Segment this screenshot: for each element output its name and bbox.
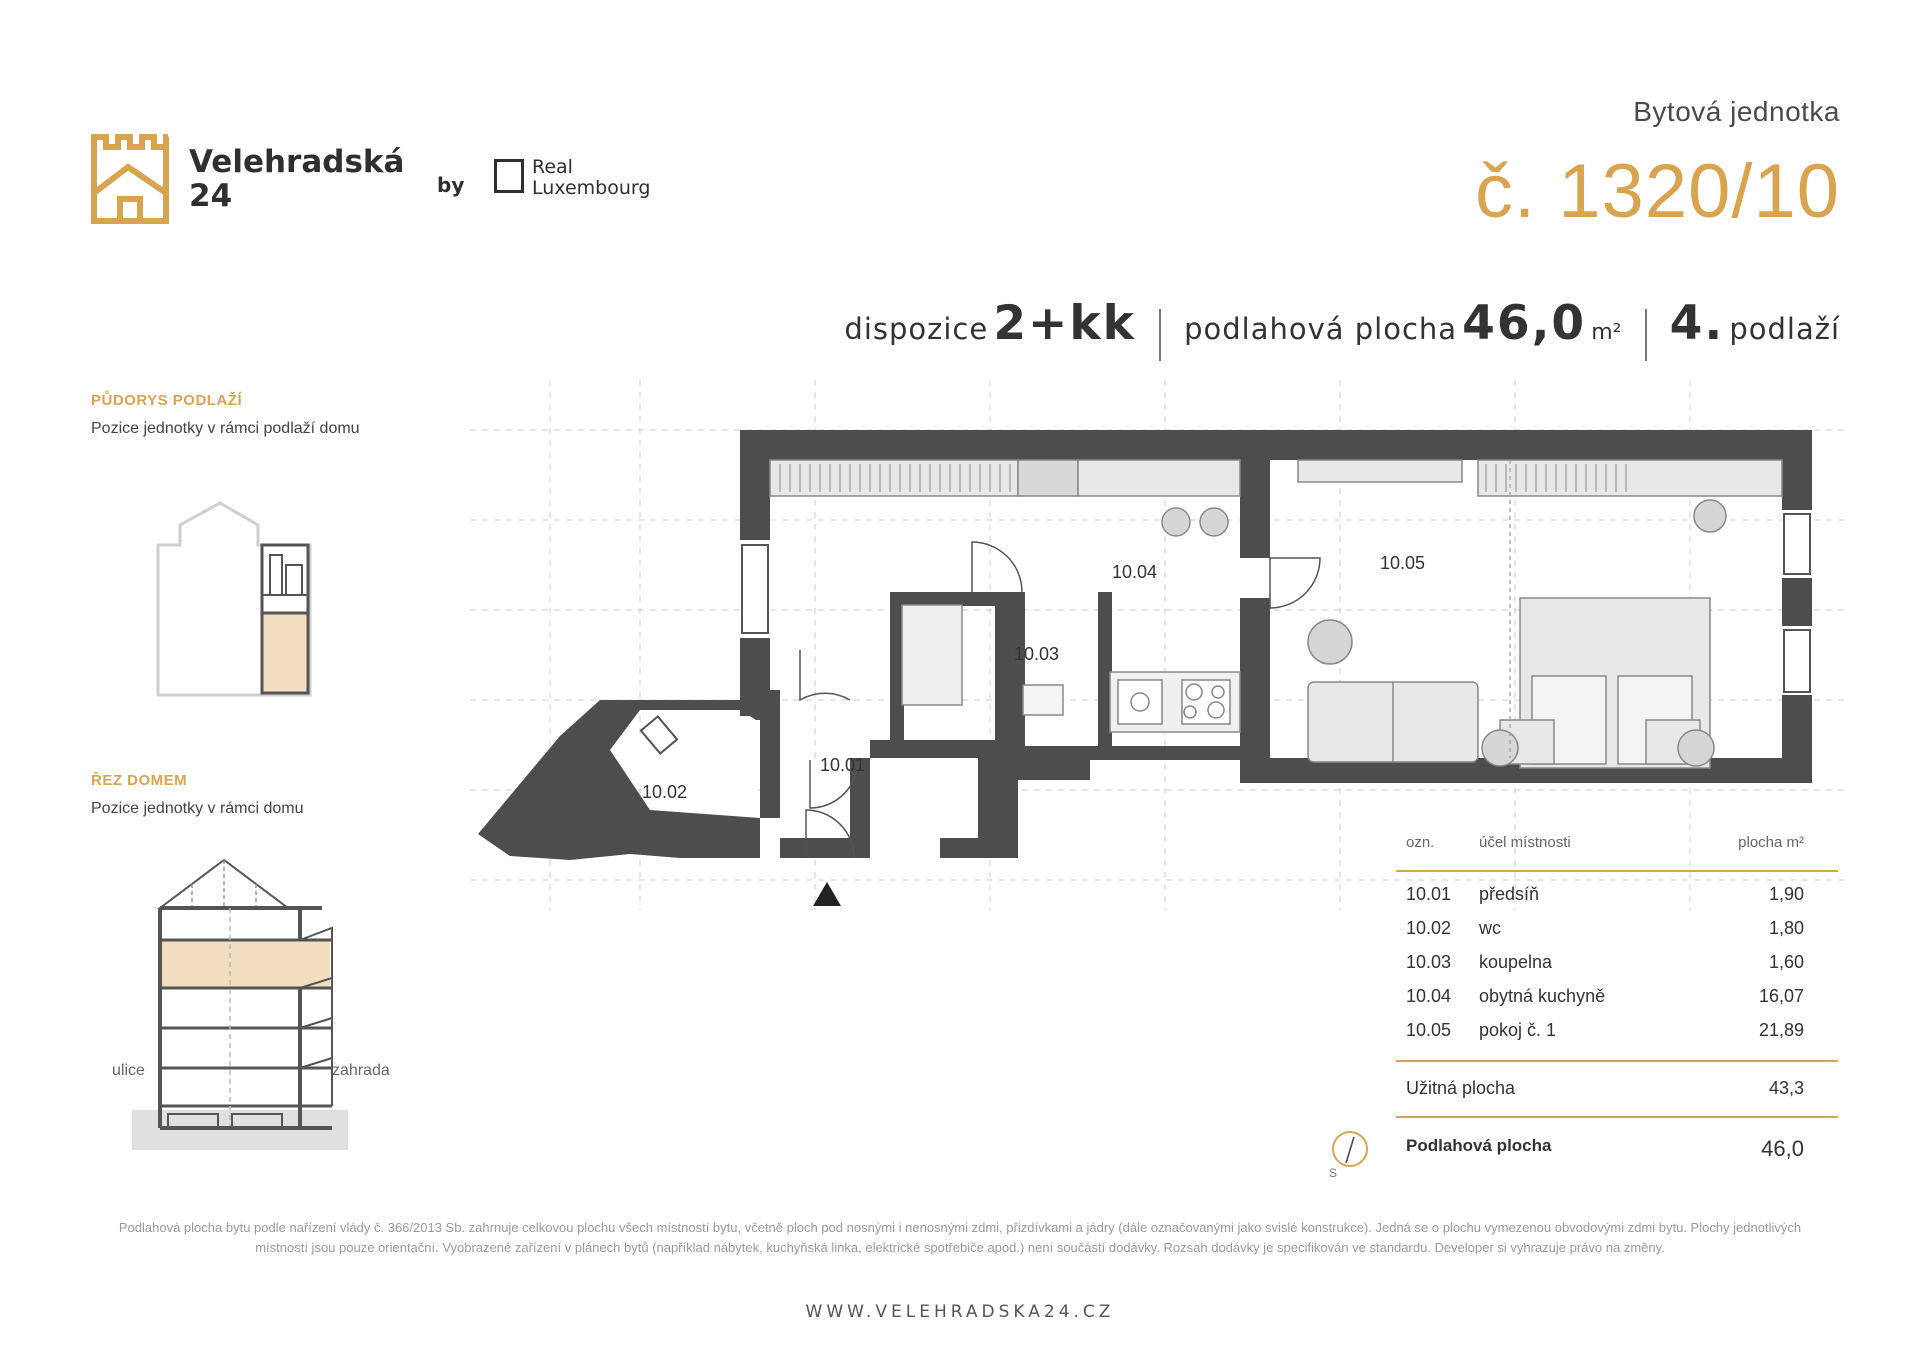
section-subtitle: Pozice jednotky v rámci domu (91, 800, 304, 817)
row-id: 10.02 (1406, 918, 1452, 938)
area-value: 46,0 (1462, 296, 1587, 351)
table-row (1406, 884, 1826, 914)
entrance-arrow-icon (813, 882, 841, 906)
usable-area-value: 43,3 (1768, 1078, 1804, 1098)
row-id: 10.03 (1406, 952, 1452, 972)
building-section-diagram (132, 848, 372, 1158)
floorplan-heading: PŮDORYS PODLAŽÍ (91, 392, 243, 409)
row-name: pokoj č. 1 (1479, 1020, 1557, 1040)
floor-position-diagram (150, 495, 350, 705)
divider (1159, 309, 1161, 361)
floor-area-label: Podlahová plocha (1406, 1136, 1552, 1155)
row-area: 1,80 (1768, 918, 1804, 938)
brand-name-line2: 24 (189, 178, 233, 214)
row-area: 16,07 (1758, 986, 1804, 1006)
header-area: plocha m² (1738, 834, 1804, 851)
garden-label: zahrada (332, 1062, 390, 1079)
disclaimer-note: Podlahová plocha bytu podle nařízení vlády č. 366/2013 Sb. zahrnuje celkovou plochu všech místností bytu, včetně ploch pod nosnými i nenosnými zdmi, přizdívkami a jádry (dále označovanými jako svislé konstrukce). Jedná se o plochu vymezenou obvodovými zdmi bytu. Plochy jednotlivých místností jsou pouze orientační. Vyobrazené zařízení v plánech bytů (například nábytek, kuchyňská linka, elektrické spotřebiče apod.) není součástí dodávky. Rozsah dodávky je specifikován ve standardu. Developer si vyhrazuje právo na změny. (118, 1220, 1802, 1255)
table-divider (1396, 1116, 1838, 1118)
table-header (1406, 834, 1826, 864)
website-link[interactable]: WWW.VELEHRADSKA24.CZ (805, 1302, 1115, 1322)
street-label: ulice (112, 1062, 145, 1079)
row-area: 21,89 (1758, 1020, 1804, 1040)
area-unit: m² (1591, 320, 1622, 345)
brand-by: by (437, 173, 465, 197)
row-id: 10.04 (1406, 986, 1452, 1006)
floorplan-subtitle: Pozice jednotky v rámci podlaží domu (91, 420, 360, 437)
header-id: ozn. (1406, 834, 1435, 851)
table-divider (1396, 1060, 1838, 1062)
table-row (1406, 952, 1826, 982)
dispozice-label: dispozice (844, 312, 989, 346)
row-name: předsíň (1479, 884, 1540, 904)
partner-logo-square (494, 159, 524, 193)
room-label-10-05: 10.05 (1380, 553, 1426, 573)
floor-area-value: 46,0 (1761, 1136, 1804, 1161)
partner-name-line1: Real (532, 156, 573, 178)
floor-area-row (1406, 1136, 1826, 1166)
area-label: podlahová plocha (1184, 312, 1458, 346)
room-label-10-03: 10.03 (1014, 644, 1060, 664)
table-row (1406, 918, 1826, 948)
row-id: 10.01 (1406, 884, 1452, 904)
room-label-10-01: 10.01 (820, 755, 866, 775)
section-heading: ŘEZ DOMEM (91, 772, 188, 789)
row-name: wc (1479, 918, 1501, 938)
row-id: 10.05 (1406, 1020, 1452, 1040)
plan-furniture (770, 460, 1782, 768)
table-divider (1396, 870, 1838, 872)
castle-icon (90, 133, 172, 225)
floor-label: podlaží (1729, 312, 1840, 346)
room-table (1406, 830, 1846, 1170)
unit-number: č. 1320/10 (1475, 149, 1840, 234)
row-name: koupelna (1479, 952, 1553, 972)
table-row (1406, 1020, 1826, 1050)
unit-label: Bytová jednotka (1633, 96, 1840, 127)
room-label-10-02: 10.02 (642, 782, 688, 802)
divider (1645, 309, 1647, 361)
floor-value: 4. (1669, 296, 1725, 351)
usable-area-row (1406, 1078, 1826, 1108)
row-area: 1,60 (1768, 952, 1804, 972)
dispozice-value: 2+kk (993, 296, 1136, 351)
brand-name-line1: Velehradská (189, 144, 405, 180)
summary-line (844, 296, 1840, 361)
row-area: 1,90 (1768, 884, 1804, 904)
table-row (1406, 986, 1826, 1016)
partner-name-line2: Luxembourg (532, 177, 651, 199)
header-name: účel místnosti (1479, 834, 1571, 851)
room-label-10-04: 10.04 (1112, 562, 1158, 582)
brand-logo (90, 133, 651, 233)
usable-area-label: Užitná plocha (1406, 1078, 1516, 1098)
row-name: obytná kuchyně (1479, 986, 1606, 1006)
compass-label: S (1329, 1166, 1338, 1180)
